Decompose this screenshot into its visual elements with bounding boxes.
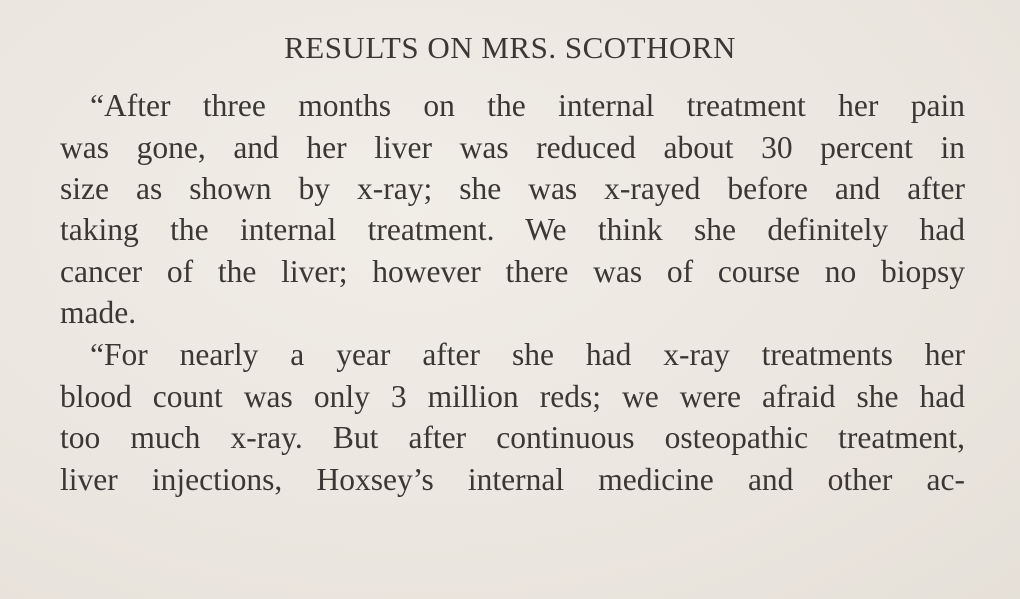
text-line: cancer of the liver; however there was of course no biopsy [60,254,965,289]
text-line: “After three months on the internal treatment her pain [90,88,965,123]
text-line: “For nearly a year after she had x-ray treatments her [90,337,965,372]
text-line: too much x-ray. But after continuous osteopathic treatment, [60,420,965,455]
text-line: was gone, and her liver was reduced about 30 percent in [60,130,965,165]
text-line: taking the internal treatment. We think she definitely had [60,212,965,247]
section-heading: RESULTS ON MRS. SCOTHORN [284,30,736,65]
text-line: made. [60,295,137,330]
text-line: size as shown by x-ray; she was x-rayed before and after [60,171,965,206]
text-line: blood count was only 3 million reds; we were afraid she had [60,379,965,414]
text-line: liver injections, Hoxsey’s internal medicine and other ac- [60,462,965,497]
